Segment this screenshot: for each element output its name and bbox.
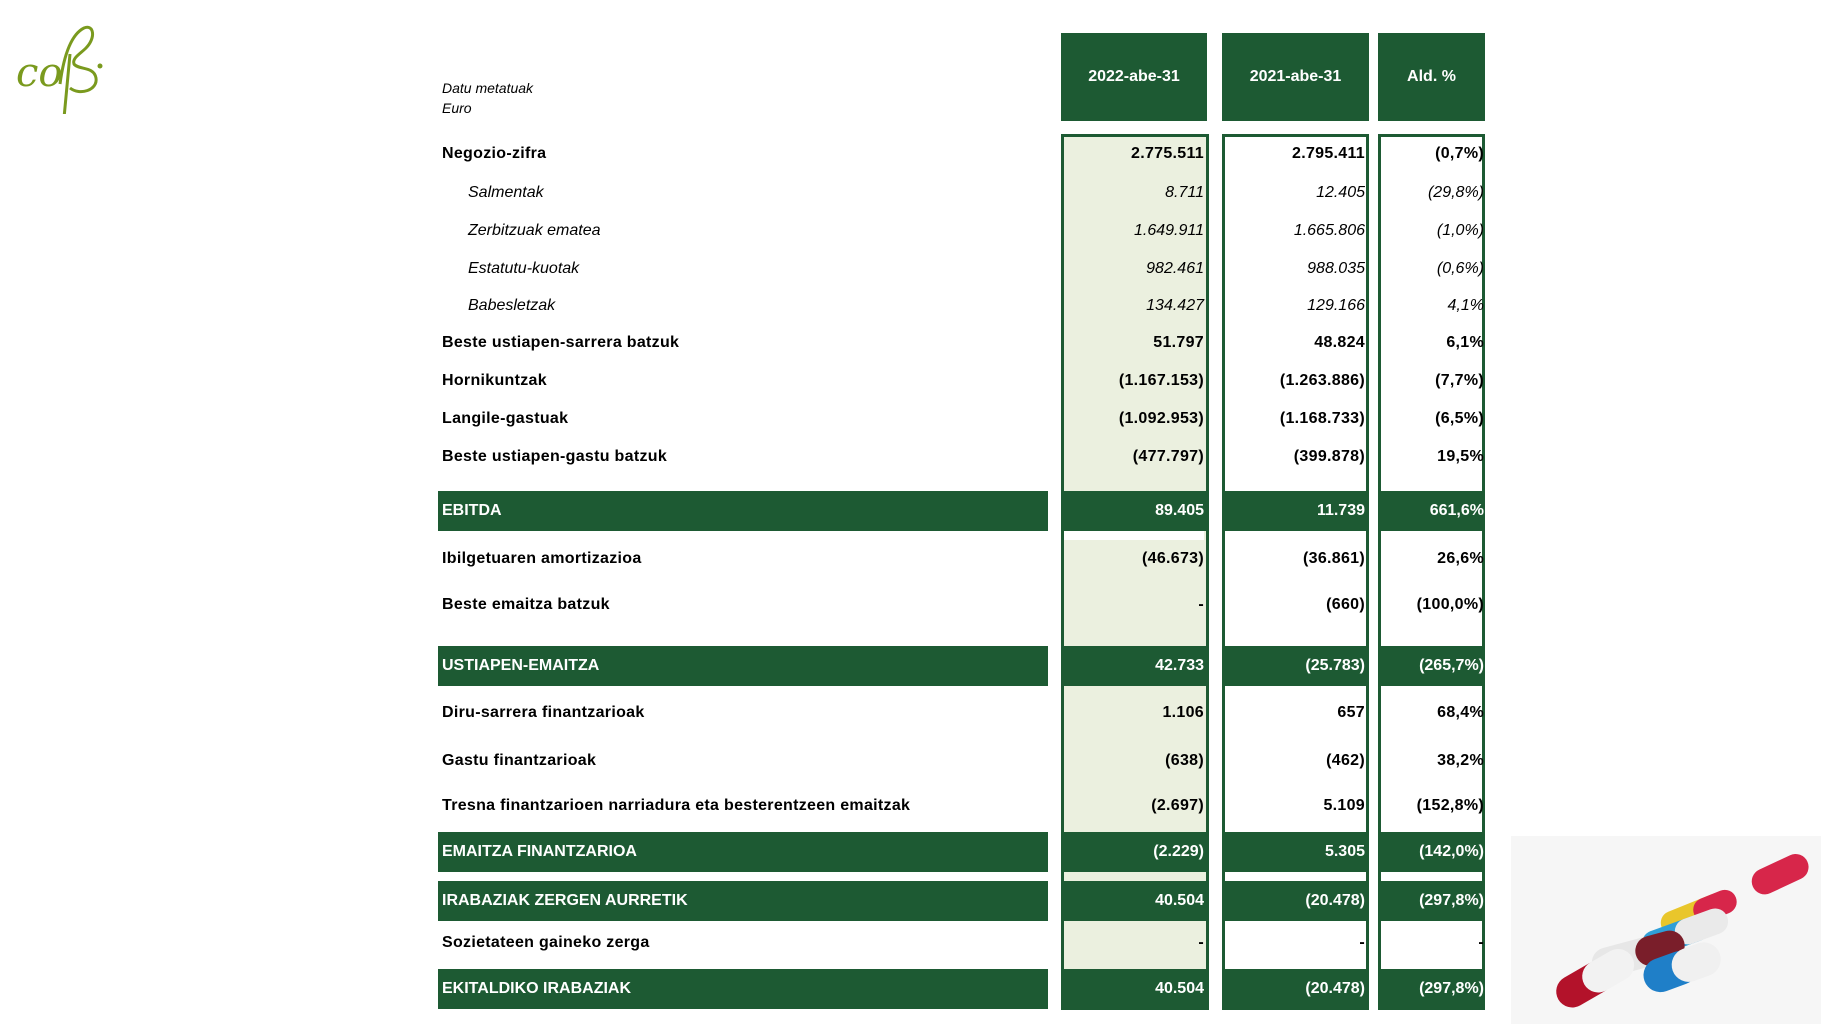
value-change: 38,2% bbox=[1437, 752, 1484, 769]
value-change: (297,8%) bbox=[1419, 980, 1484, 997]
table-row bbox=[0, 694, 1821, 732]
value-2021: 129.166 bbox=[1307, 297, 1365, 314]
value-change: 26,6% bbox=[1437, 550, 1484, 567]
row-label: Beste emaitza batzuk bbox=[442, 596, 610, 613]
row-label: Estatutu-kuotak bbox=[468, 260, 580, 277]
value-2021: (20.478) bbox=[1305, 892, 1365, 909]
value-2021: 12.405 bbox=[1316, 184, 1365, 201]
value-2021: (462) bbox=[1326, 752, 1365, 769]
value-2021: (660) bbox=[1326, 596, 1365, 613]
value-change: 661,6% bbox=[1429, 502, 1484, 519]
row-label: Langile-gastuak bbox=[442, 410, 569, 427]
value-change: 4,1% bbox=[1447, 297, 1484, 314]
value-2021: (36.861) bbox=[1303, 550, 1365, 567]
value-change: 19,5% bbox=[1437, 448, 1484, 465]
value-change: (29,8%) bbox=[1427, 184, 1484, 201]
units-note bbox=[442, 78, 533, 118]
table-row bbox=[0, 324, 1821, 362]
value-change: (7,7%) bbox=[1435, 372, 1484, 389]
table-row bbox=[0, 362, 1821, 400]
value-change: (0,7%) bbox=[1435, 145, 1484, 162]
value-change: (6,5%) bbox=[1435, 410, 1484, 427]
table-row-highlight bbox=[0, 646, 1821, 684]
value-change: 68,4% bbox=[1437, 704, 1484, 721]
value-change: 6,1% bbox=[1446, 334, 1484, 351]
row-label: EKITALDIKO IRABAZIAK bbox=[442, 980, 632, 997]
row-label: Hornikuntzak bbox=[442, 372, 547, 389]
value-change: (297,8%) bbox=[1419, 892, 1484, 909]
header-col-change: Ald. % bbox=[1378, 33, 1485, 121]
value-2022: 982.461 bbox=[1146, 260, 1204, 277]
value-change: - bbox=[1478, 934, 1484, 951]
value-2021: (399.878) bbox=[1293, 448, 1365, 465]
value-2022: - bbox=[1198, 934, 1204, 951]
value-2022: (638) bbox=[1165, 752, 1204, 769]
value-2021: 988.035 bbox=[1307, 260, 1365, 277]
svg-text:co: co bbox=[16, 50, 63, 96]
value-2022: 134.427 bbox=[1146, 297, 1204, 314]
row-label: Beste ustiapen-gastu batzuk bbox=[442, 448, 668, 465]
value-2021: (1.263.886) bbox=[1279, 372, 1365, 389]
table-row bbox=[0, 287, 1821, 325]
value-2022: 1.649.911 bbox=[1134, 222, 1204, 239]
row-label: Salmentak bbox=[468, 184, 544, 201]
value-2022: (1.092.953) bbox=[1118, 410, 1204, 427]
value-2022: 40.504 bbox=[1155, 892, 1204, 909]
table-row bbox=[0, 400, 1821, 438]
row-label: Beste ustiapen-sarrera batzuk bbox=[442, 334, 680, 351]
value-2022: (1.167.153) bbox=[1118, 372, 1204, 389]
table-row bbox=[0, 742, 1821, 780]
table-row bbox=[0, 212, 1821, 250]
value-2021: (20.478) bbox=[1305, 980, 1365, 997]
value-2021: 657 bbox=[1337, 704, 1365, 721]
units-line-1: Datu metatuak bbox=[442, 80, 534, 96]
value-2021: 2.795.411 bbox=[1292, 145, 1365, 162]
table-row bbox=[0, 135, 1821, 173]
value-2021: - bbox=[1359, 934, 1365, 951]
value-2021: 48.824 bbox=[1314, 334, 1365, 351]
value-2022: (2.697) bbox=[1151, 797, 1204, 814]
table-row bbox=[0, 787, 1821, 825]
row-label: Ibilgetuaren amortizazioa bbox=[442, 550, 642, 567]
table-row bbox=[0, 586, 1821, 624]
value-change: (100,0%) bbox=[1416, 596, 1484, 613]
header-col-2021: 2021-abe-31 bbox=[1222, 33, 1369, 121]
value-2021: 1.665.806 bbox=[1293, 222, 1365, 239]
value-2022: 8.711 bbox=[1165, 184, 1204, 201]
value-2022: - bbox=[1198, 596, 1204, 613]
row-label: Diru-sarrera finantzarioak bbox=[442, 704, 645, 721]
value-change: (265,7%) bbox=[1419, 657, 1484, 674]
row-label: Babesletzak bbox=[468, 297, 556, 314]
row-label: Sozietateen gaineko zerga bbox=[442, 934, 650, 951]
table-row bbox=[0, 250, 1821, 288]
value-2021: (1.168.733) bbox=[1279, 410, 1365, 427]
units-line-2: Euro bbox=[442, 100, 472, 116]
highlight-band bbox=[438, 491, 1048, 531]
value-2022: 51.797 bbox=[1153, 334, 1204, 351]
value-2022: 89.405 bbox=[1155, 502, 1204, 519]
value-2021: 5.109 bbox=[1323, 797, 1365, 814]
value-2022: (477.797) bbox=[1132, 448, 1204, 465]
row-label: Gastu finantzarioak bbox=[442, 752, 597, 769]
value-2022: (46.673) bbox=[1142, 550, 1204, 567]
table-row bbox=[0, 438, 1821, 476]
value-change: (1,0%) bbox=[1436, 222, 1484, 239]
table-row bbox=[0, 540, 1821, 578]
row-label: EBITDA bbox=[442, 502, 502, 519]
value-change: (152,8%) bbox=[1416, 797, 1484, 814]
row-label: USTIAPEN-EMAITZA bbox=[442, 657, 600, 674]
value-2021: 11.739 bbox=[1316, 502, 1365, 519]
cofbi-logo bbox=[14, 14, 104, 114]
row-label: Zerbitzuak ematea bbox=[468, 222, 601, 239]
value-2022: (2.229) bbox=[1153, 843, 1204, 860]
table-row bbox=[0, 174, 1821, 212]
row-label: Tresna finantzarioen narriadura eta besterentzeen emaitzak bbox=[442, 797, 911, 814]
table-row-highlight bbox=[0, 491, 1821, 529]
value-2021: 5.305 bbox=[1324, 843, 1365, 860]
column-gap bbox=[1064, 530, 1204, 540]
value-2022: 1.106 bbox=[1162, 704, 1204, 721]
value-2022: 42.733 bbox=[1155, 657, 1204, 674]
value-2022: 40.504 bbox=[1155, 980, 1204, 997]
pills-image bbox=[1511, 836, 1821, 1024]
value-change: (142,0%) bbox=[1419, 843, 1484, 860]
row-label: Negozio-zifra bbox=[442, 145, 547, 162]
value-2021: (25.783) bbox=[1305, 657, 1365, 674]
header-col-2022: 2022-abe-31 bbox=[1061, 33, 1207, 121]
value-2022: 2.775.511 bbox=[1131, 145, 1204, 162]
value-change: (0,6%) bbox=[1436, 260, 1484, 277]
row-label: EMAITZA FINANTZARIOA bbox=[442, 843, 637, 860]
row-label: IRABAZIAK ZERGEN AURRETIK bbox=[442, 892, 688, 909]
